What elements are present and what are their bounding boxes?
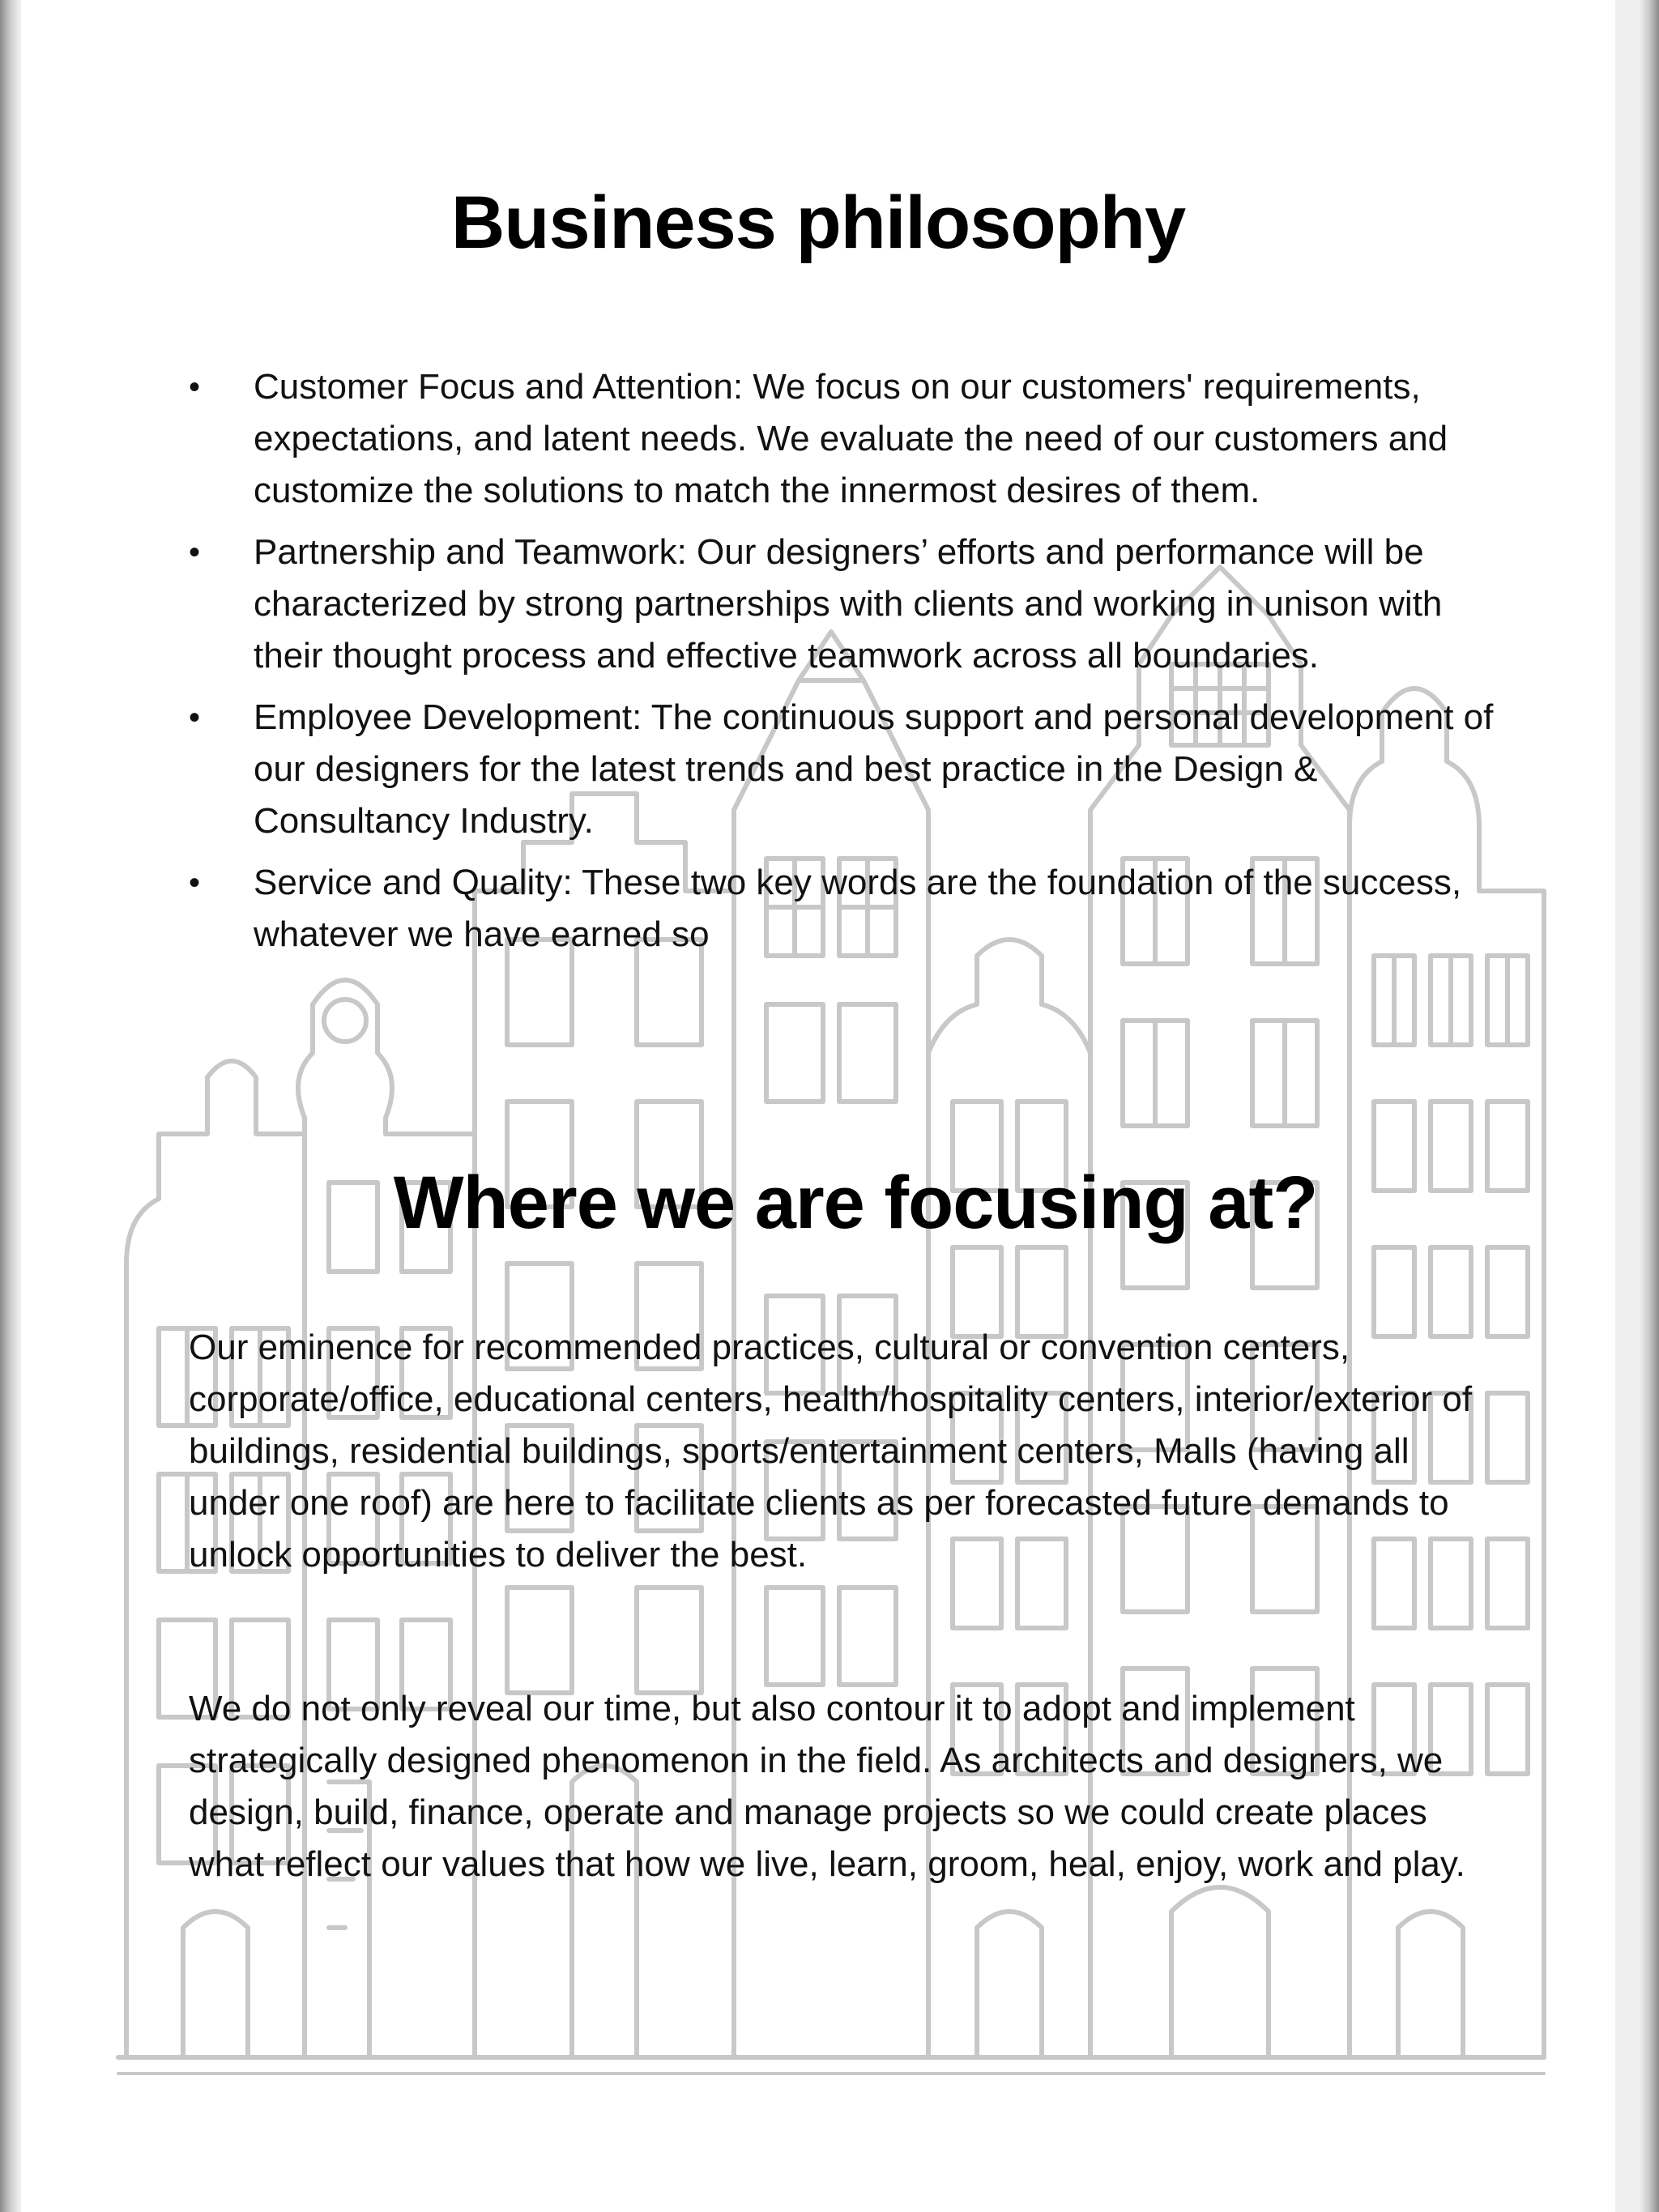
bullet-icon: •	[189, 865, 201, 901]
bullet-icon: •	[189, 369, 201, 405]
page-title: Business philosophy	[450, 181, 1186, 264]
philosophy-list	[167, 361, 1512, 970]
list-item	[167, 857, 1512, 961]
list-item-text: Service and Quality: These two key words are the foundation of the success, whatever we have earned so	[254, 863, 1462, 954]
document-page	[21, 0, 1615, 2212]
list-item	[167, 526, 1512, 682]
bullet-icon: •	[189, 700, 201, 735]
list-item-text: Partnership and Teamwork: Our designers’ efforts and performance will be characterized by strong partnerships with clients and working in unison with their thought process and effective teamwork across all boundaries.	[254, 532, 1443, 676]
list-item-text: Employee Development: The continuous support and personal development of our designers for the latest trends and best practice in the Design & Consultancy Industry.	[254, 697, 1494, 841]
list-item	[167, 692, 1512, 847]
focus-paragraph: We do not only reveal our time, but also contour it to adopt and implement strategically designed phenomenon in the field. As architects and designers, we design, build, finance, operate and manage projects so we could create places what reflect our values that how we live, learn, groom, heal, enjoy, work and play.	[189, 1689, 1465, 1884]
document-content	[21, 0, 1615, 2212]
list-item-text: Customer Focus and Attention: We focus on our customers' requirements, expectations, and latent needs. We evaluate the need of our customers and customize the solutions to match the innermost desires of them.	[254, 367, 1448, 510]
focus-paragraph: Our eminence for recommended practices, cultural or convention centers, corporate/office, educational centers, health/hospitality centers, interior/exterior of buildings, residential buildings, sports/entertainment centers, Malls (having all under one roof) are here to facilitate clients as per forecasted future demands to unlock opportunities to deliver the best.	[189, 1328, 1473, 1575]
list-item	[167, 361, 1512, 517]
section-title: Where we are focusing at?	[393, 1161, 1318, 1244]
bullet-icon: •	[189, 535, 201, 570]
